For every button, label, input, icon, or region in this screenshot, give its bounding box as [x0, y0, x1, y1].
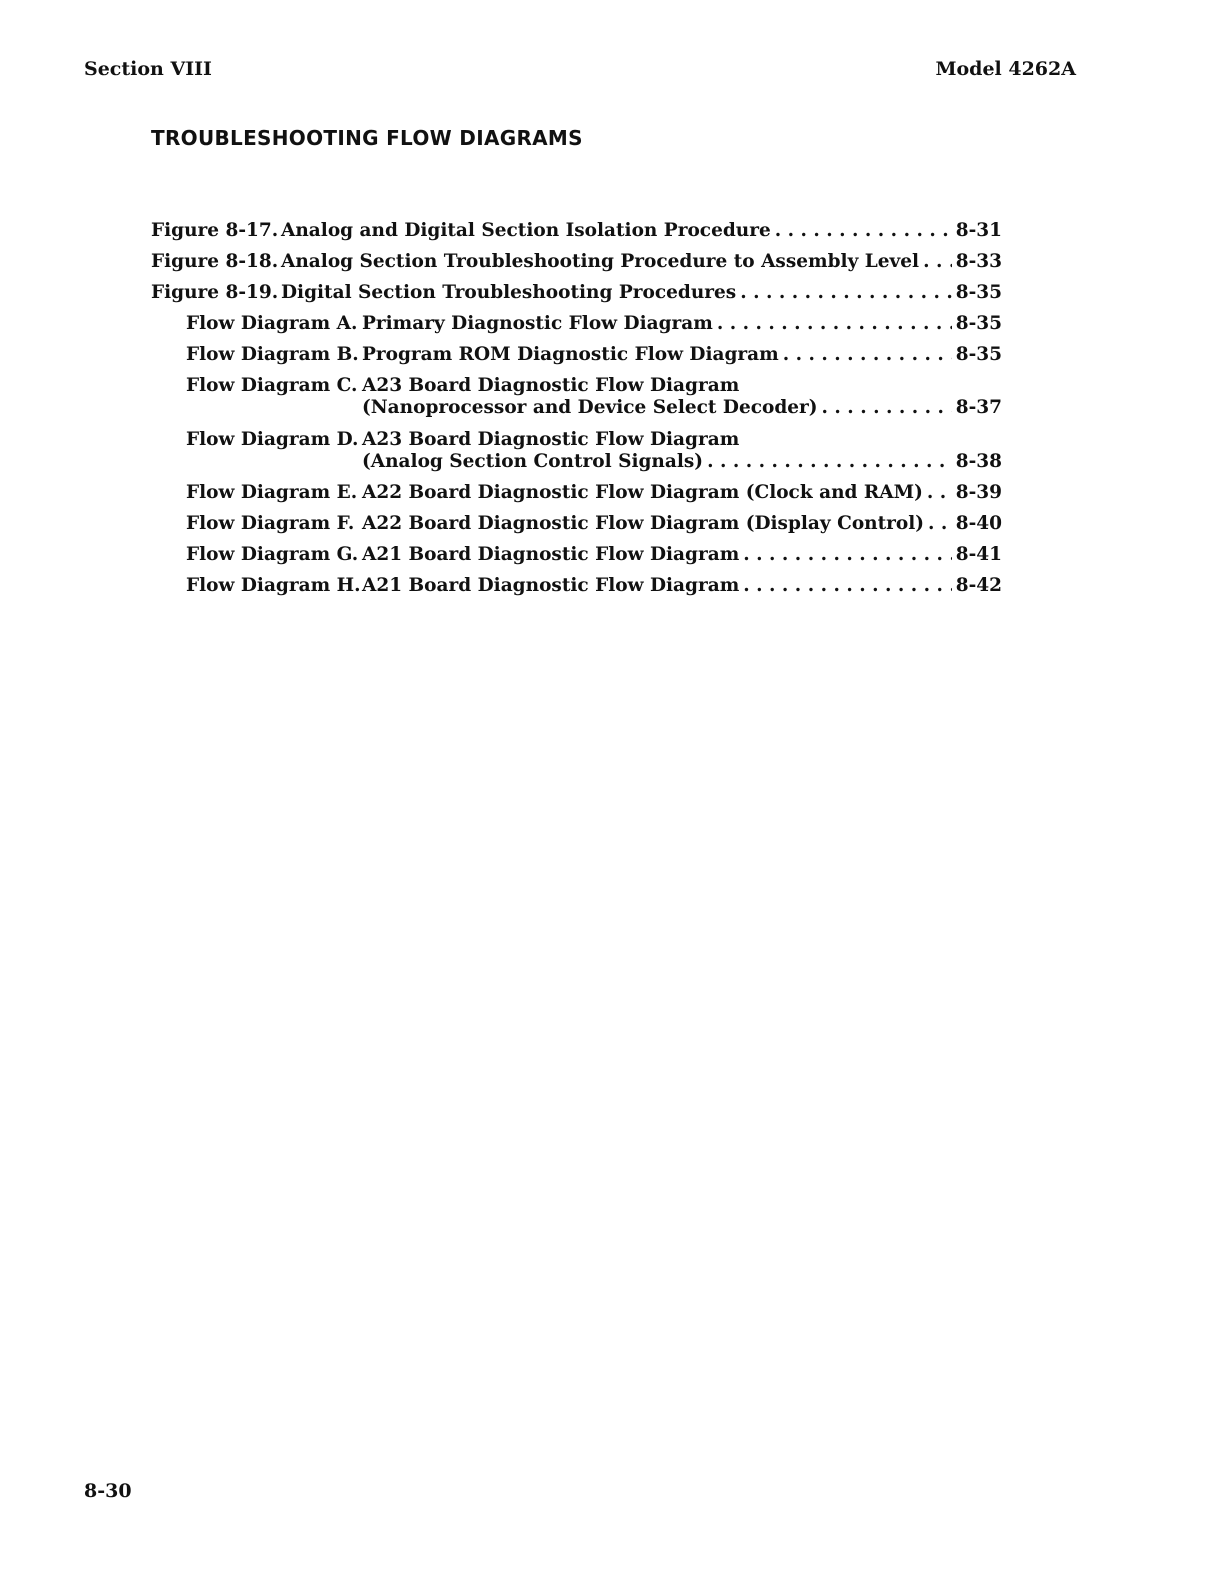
toc-entry-title: A23 Board Diagnostic Flow Diagram [362, 429, 740, 450]
toc-entry-label: Flow Diagram A. [186, 313, 358, 334]
toc-entry-page: 8-35 [955, 282, 1002, 303]
toc-entry-label: Flow Diagram G. [186, 544, 359, 565]
toc-entry-page: 8-31 [955, 220, 1002, 241]
toc-entry-label: Figure 8-19. [151, 282, 279, 303]
dot-leader [743, 544, 951, 566]
toc-flow-entry[interactable] [186, 575, 1002, 597]
toc-entry-subtitle: (Analog Section Control Signals) [362, 451, 704, 472]
toc-entry-label: Flow Diagram H. [186, 575, 361, 596]
dot-leader [743, 575, 951, 597]
toc-entry-title: A23 Board Diagnostic Flow Diagram [362, 375, 740, 396]
dot-leader [927, 482, 952, 504]
toc-entry-page: 8-39 [955, 482, 1002, 503]
toc-flow-entry[interactable] [186, 513, 1002, 535]
model-label: Model 4262A [935, 58, 1076, 80]
toc-flow-entry[interactable] [186, 429, 1002, 473]
toc-flow-entry[interactable] [186, 344, 1002, 366]
toc-entry-label: Flow Diagram B. [186, 344, 359, 365]
dot-leader [707, 451, 952, 473]
toc-entry-title: Primary Diagnostic Flow Diagram [362, 313, 713, 334]
toc-flow-entry[interactable] [186, 313, 1002, 335]
toc-entry-subtitle: (Nanoprocessor and Device Select Decoder) [362, 397, 818, 418]
toc-entry-page: 8-38 [955, 451, 1002, 472]
toc-entry-title: Analog and Digital Section Isolation Procedure [281, 220, 771, 241]
toc-figure-entry[interactable] [151, 282, 1002, 304]
toc-list [151, 220, 1002, 597]
toc-entry-page: 8-41 [955, 544, 1002, 565]
toc-entry-title: Analog Section Troubleshooting Procedure to Assembly Level [281, 251, 920, 272]
toc-entry-page: 8-40 [955, 513, 1002, 534]
toc-entry-label: Flow Diagram C. [186, 375, 358, 396]
toc-flow-entry[interactable] [186, 375, 1002, 419]
dot-leader [822, 397, 952, 419]
toc-entry-page: 8-35 [955, 344, 1002, 365]
toc-flow-entry[interactable] [186, 544, 1002, 566]
toc-entry-title: A21 Board Diagnostic Flow Diagram [362, 544, 740, 565]
page-title: TROUBLESHOOTING FLOW DIAGRAMS [151, 126, 583, 150]
toc-figure-entry[interactable] [151, 220, 1002, 242]
toc-entry-label: Figure 8-17. [151, 220, 279, 241]
toc-figure-entry[interactable] [151, 251, 1002, 273]
dot-leader [783, 344, 952, 366]
page-number: 8-30 [84, 1480, 132, 1502]
toc-entry-label: Flow Diagram D. [186, 429, 359, 450]
toc-entry-title: A21 Board Diagnostic Flow Diagram [362, 575, 740, 596]
toc-entry-title: A22 Board Diagnostic Flow Diagram (Display Control) [362, 513, 925, 534]
section-label: Section VIII [84, 58, 212, 80]
toc-entry-page: 8-35 [955, 313, 1002, 334]
toc-flow-entry[interactable] [186, 482, 1002, 504]
toc-entry-label: Flow Diagram F. [186, 513, 355, 534]
toc-entry-label: Figure 8-18. [151, 251, 279, 272]
toc-entry-page: 8-33 [955, 251, 1002, 272]
dot-leader [923, 251, 952, 273]
dot-leader [928, 513, 952, 535]
toc-entry-title: Digital Section Troubleshooting Procedures [281, 282, 737, 303]
toc-entry-page: 8-42 [955, 575, 1002, 596]
dot-leader [775, 220, 952, 242]
dot-leader [740, 282, 951, 304]
toc-entry-label: Flow Diagram E. [186, 482, 358, 503]
toc-entry-title: Program ROM Diagnostic Flow Diagram [362, 344, 779, 365]
dot-leader [717, 313, 952, 335]
toc-entry-page: 8-37 [955, 397, 1002, 418]
toc-entry-title: A22 Board Diagnostic Flow Diagram (Clock and RAM) [362, 482, 923, 503]
